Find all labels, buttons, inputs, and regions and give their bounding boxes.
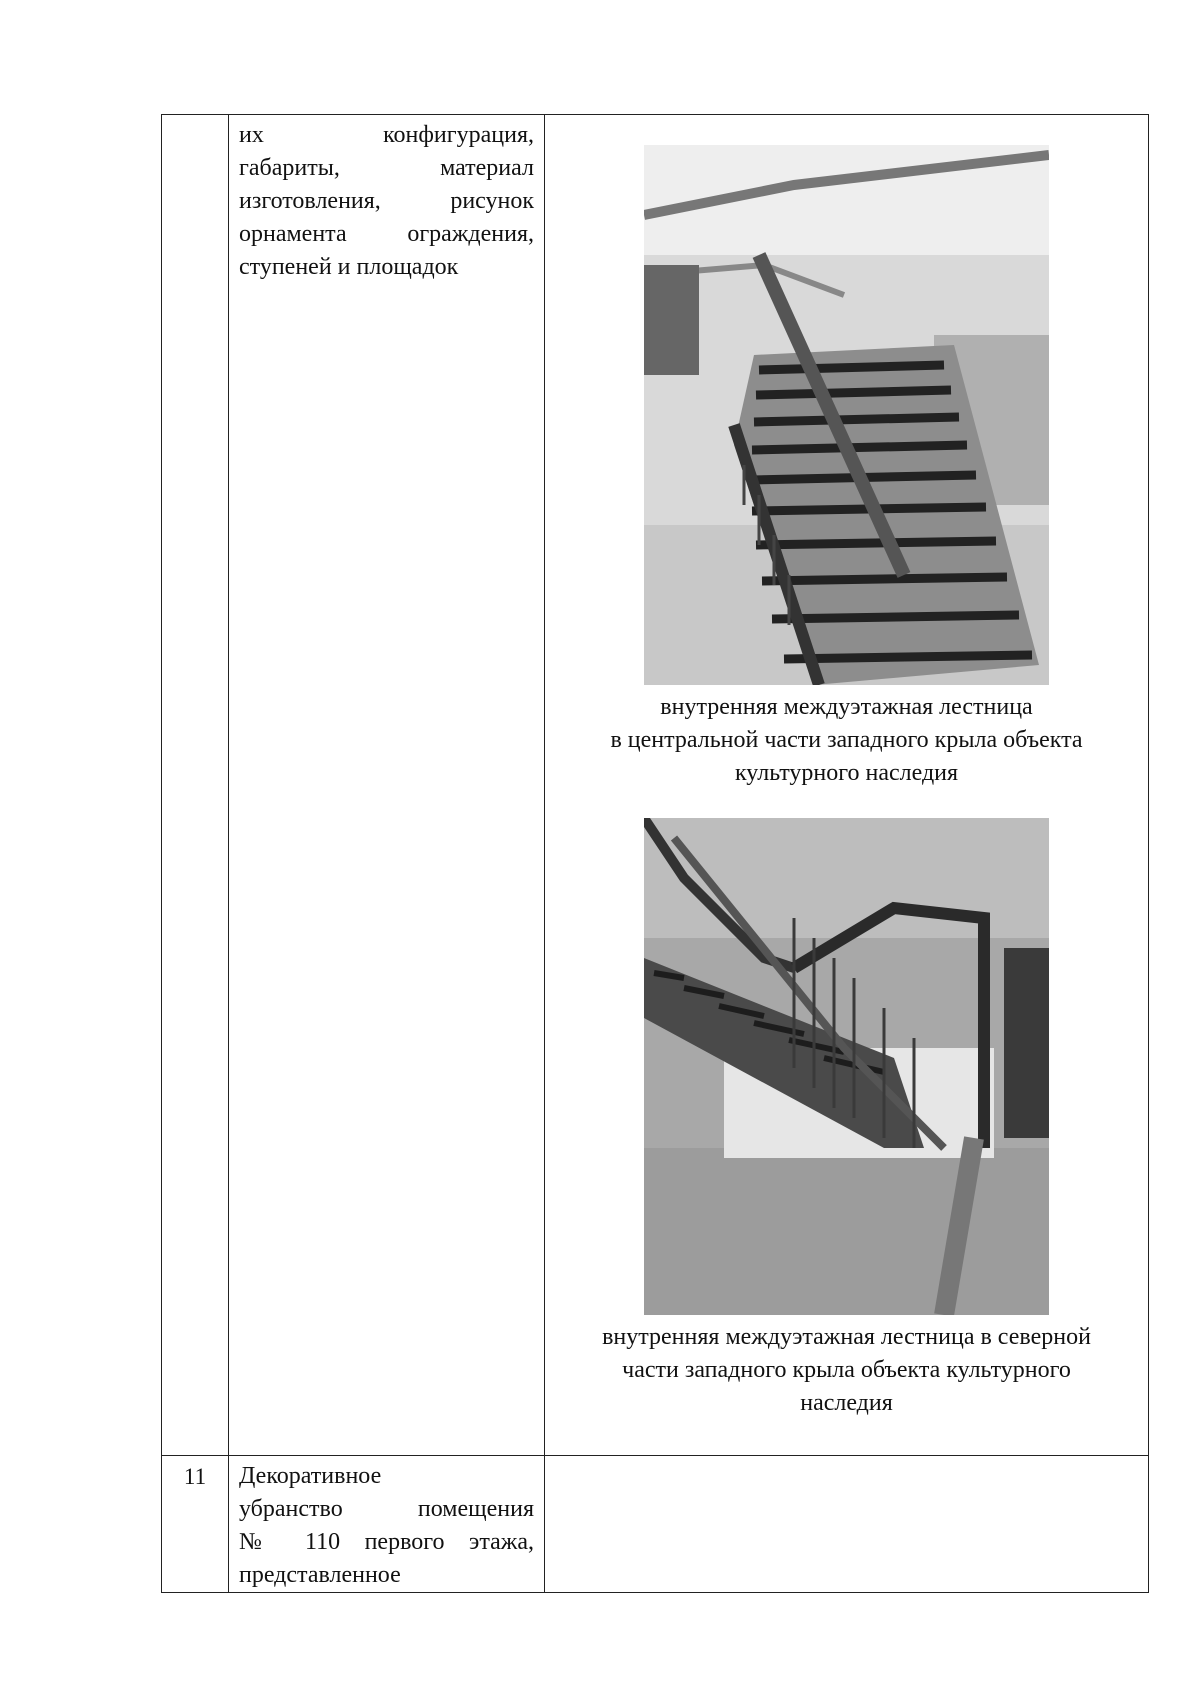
description-line: габариты, материал xyxy=(239,155,534,181)
row-number-cell xyxy=(162,1456,229,1593)
table-row xyxy=(162,1456,1149,1593)
row-number: 11 xyxy=(183,1464,207,1489)
description-line: убранство помещения xyxy=(239,1496,534,1522)
staircase-north-drawing xyxy=(644,818,1049,1315)
description-line: изготовления, рисунок xyxy=(239,188,534,214)
table-row xyxy=(162,115,1149,1456)
caption-line: в центральной части западного крыла объекта xyxy=(610,727,1083,753)
caption-line: культурного наследия xyxy=(734,760,959,786)
description-line: № 110 первого этажа, xyxy=(239,1529,534,1555)
photo-figure-2 xyxy=(545,818,1148,1420)
photo-caption xyxy=(545,1321,1148,1420)
document-table xyxy=(161,114,1149,1593)
description-cell xyxy=(229,1456,545,1593)
description-text xyxy=(239,1460,534,1592)
staircase-center-drawing xyxy=(644,145,1049,685)
description-line: ступеней и площадок xyxy=(239,254,459,280)
photo-caption xyxy=(545,691,1148,790)
caption-line: внутренняя междуэтажная лестница xyxy=(660,694,1033,720)
description-text xyxy=(239,119,534,284)
photo-figure-1 xyxy=(545,145,1148,790)
caption-line: наследия xyxy=(800,1390,893,1416)
staircase-photo-icon xyxy=(644,145,1049,685)
description-line: их конфигурация, xyxy=(239,122,534,148)
description-line: представленное xyxy=(239,1562,401,1588)
caption-line: части западного крыла объекта культурного xyxy=(622,1357,1071,1383)
photo-cell xyxy=(545,115,1149,1456)
photo-cell xyxy=(545,1456,1149,1593)
description-line: Декоративное xyxy=(239,1463,382,1489)
caption-line: внутренняя междуэтажная лестница в северной xyxy=(602,1324,1091,1350)
staircase-photo-icon xyxy=(644,818,1049,1315)
description-line: орнамента ограждения, xyxy=(239,221,534,247)
row-number-cell xyxy=(162,115,229,1456)
description-cell xyxy=(229,115,545,1456)
